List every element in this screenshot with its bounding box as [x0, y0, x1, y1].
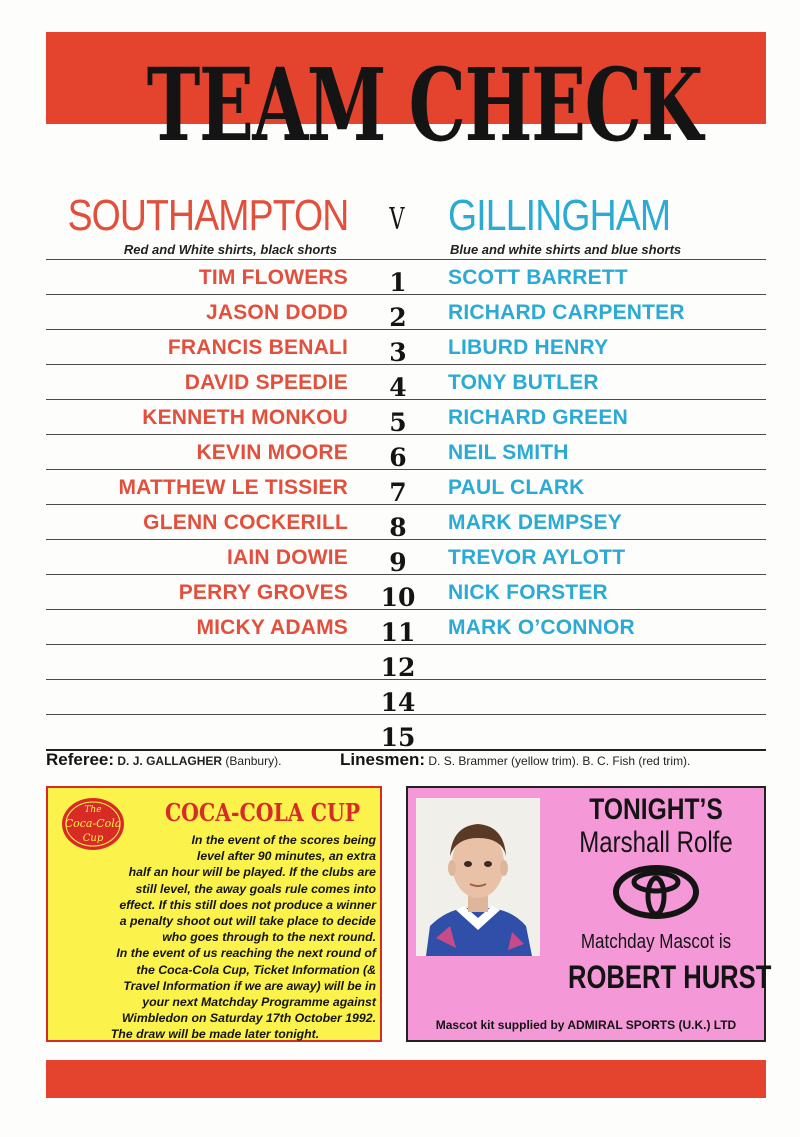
- shirt-number: 6: [389, 443, 407, 472]
- shirt-number: 14: [380, 688, 416, 717]
- cup-text-line: the Coca-Cola Cup, Ticket Information (&: [136, 962, 376, 977]
- lineup-row: [46, 504, 766, 542]
- home-player-name: KENNETH MONKOU: [142, 406, 348, 429]
- toyota-logo-icon: [611, 864, 701, 920]
- lineup-row: [46, 259, 766, 297]
- mascot-label: Matchday Mascot is: [580, 931, 732, 953]
- shirt-number: 5: [389, 408, 407, 437]
- away-player-name: TONY BUTLER: [448, 371, 599, 394]
- shirt-number: 2: [389, 303, 407, 332]
- lineup-row: [46, 644, 766, 682]
- home-kit: Red and White shirts, black shorts: [123, 242, 337, 257]
- cup-logo-brand: Coca-Cola: [64, 817, 122, 830]
- tonight-heading: TONIGHT’S: [589, 793, 723, 826]
- away-player-name: RICHARD CARPENTER: [448, 301, 685, 324]
- home-player-name: FRANCIS BENALI: [167, 336, 348, 359]
- away-player-name: MARK DEMPSEY: [448, 511, 622, 534]
- linesmen-label: Linesmen:: [340, 750, 426, 769]
- home-player-name: TIM FLOWERS: [198, 266, 348, 289]
- away-player-name: TREVOR AYLOTT: [448, 546, 626, 569]
- sponsor-name: Marshall Rolfe: [579, 826, 733, 859]
- cup-title: COCA-COLA CUP: [164, 798, 361, 827]
- kit-credit: Mascot kit supplied by ADMIRAL SPORTS (U.K.) LTD: [435, 1018, 737, 1032]
- officials: [46, 750, 766, 772]
- away-player-name: NICK FORSTER: [448, 581, 608, 604]
- away-player-name: SCOTT BARRETT: [448, 266, 628, 289]
- lineup-row: [46, 574, 766, 612]
- home-player-name: GLENN COCKERILL: [143, 511, 348, 534]
- home-player-name: JASON DODD: [205, 301, 348, 324]
- coca-cola-cup-box: [46, 786, 382, 1042]
- mascot-box: [406, 786, 772, 1042]
- referee-name: D. J. GALLAGHER: [117, 754, 223, 768]
- linesmen-names: D. S. Brammer (yellow trim). B. C. Fish (red trim).: [428, 754, 691, 768]
- shirt-number: 10: [380, 583, 416, 612]
- footer-band: [46, 1060, 766, 1098]
- lineup-row: [46, 399, 766, 437]
- away-player-name: LIBURD HENRY: [448, 336, 609, 359]
- lineup-row: [46, 714, 766, 751]
- lineup-row: [46, 539, 766, 577]
- referee-line: [46, 750, 281, 770]
- referee-label: Referee:: [46, 750, 115, 769]
- home-player-name: DAVID SPEEDIE: [184, 371, 348, 394]
- shirt-number: 12: [380, 653, 416, 682]
- shirt-number: 8: [389, 513, 407, 542]
- home-player-name: MATTHEW LE TISSIER: [118, 476, 348, 499]
- cup-logo-line1: The: [84, 805, 102, 815]
- linesmen-line: [340, 750, 690, 770]
- shirt-number: 11: [380, 618, 416, 647]
- page-title: TEAM CHECK: [146, 46, 702, 164]
- home-team-name: SOUTHAMPTON: [67, 191, 348, 240]
- cup-text-line: level after 90 minutes, an extra: [196, 849, 376, 864]
- away-player-name: NEIL SMITH: [448, 441, 569, 464]
- cup-rules-text: [54, 832, 376, 1043]
- cup-text-line: who goes through to the next round.: [162, 930, 376, 945]
- lineup-row: [46, 434, 766, 472]
- shirt-number: 15: [380, 723, 416, 752]
- lineup-row: [46, 364, 766, 402]
- home-player-name: IAIN DOWIE: [227, 546, 348, 569]
- cup-text-line: a penalty shoot out will take place to decide: [119, 914, 376, 929]
- shirt-number: 3: [389, 338, 407, 367]
- cup-text-line: your next Matchday Programme against: [142, 995, 376, 1010]
- away-team-name: GILLINGHAM: [448, 191, 671, 240]
- cup-text-line: effect. If this still does not produce a winner: [119, 897, 376, 912]
- lineup-row: [46, 469, 766, 507]
- cup-text-line: In the event of us reaching the next round of: [116, 946, 376, 961]
- cup-text-line: Travel Information if we are away) will be in: [123, 978, 376, 993]
- lineup-row: [46, 294, 766, 332]
- cup-text-line: half an hour will be played. If the clubs are: [128, 865, 376, 880]
- cup-logo-line3: Cup: [82, 833, 104, 844]
- shirt-number: 4: [389, 373, 407, 402]
- away-player-name: RICHARD GREEN: [448, 406, 628, 429]
- lineup-row: [46, 609, 766, 647]
- cup-text-line: Wimbledon on Saturday 17th October 1992.: [121, 1011, 376, 1026]
- home-player-name: KEVIN MOORE: [196, 441, 348, 464]
- shirt-number: 7: [389, 478, 407, 507]
- versus-label: V: [389, 202, 405, 237]
- away-player-name: PAUL CLARK: [448, 476, 585, 499]
- lineup-row: [46, 679, 766, 717]
- home-player-name: PERRY GROVES: [178, 581, 348, 604]
- away-kit: Blue and white shirts and blue shorts: [450, 242, 682, 257]
- shirt-number: 9: [389, 548, 407, 577]
- mascot-name: ROBERT HURST: [568, 959, 772, 995]
- shirt-number: 1: [389, 268, 407, 297]
- away-player-name: MARK O’CONNOR: [448, 616, 635, 639]
- cup-text-line: In the event of the scores being: [191, 833, 376, 847]
- home-player-name: MICKY ADAMS: [196, 616, 348, 639]
- cup-text-line: still level, the away goals rule comes into: [135, 881, 376, 896]
- lineup-row: [46, 329, 766, 367]
- lineup-table: [46, 259, 766, 751]
- cup-text-line: The draw will be made later tonight.: [110, 1027, 320, 1042]
- mascot-photo: [416, 798, 540, 956]
- referee-town: (Banbury).: [225, 754, 282, 768]
